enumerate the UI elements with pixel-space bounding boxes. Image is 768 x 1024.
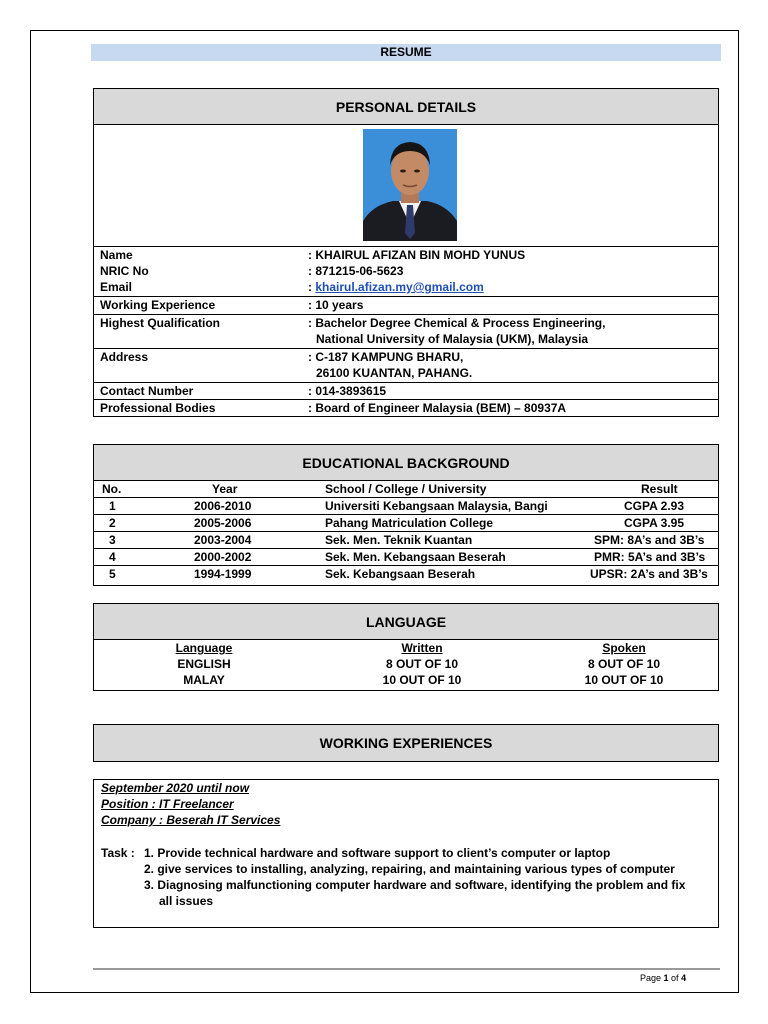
language-table bbox=[93, 640, 719, 691]
value-email bbox=[308, 280, 484, 294]
edu-cell-year: 1994-1999 bbox=[194, 567, 252, 581]
edu-header-year: Year bbox=[212, 482, 238, 496]
value-qualification: : Bachelor Degree Chemical & Process Engineering, bbox=[308, 316, 606, 330]
row-experience bbox=[94, 296, 718, 315]
row-nric bbox=[94, 264, 718, 280]
lang-header-language: Language bbox=[175, 641, 233, 655]
lang-header-written: Written bbox=[401, 641, 443, 655]
edu-cell-no: 2 bbox=[109, 516, 116, 530]
list-item: 2. give services to installing, analyzing, repairing, and maintaining various types of computer bbox=[144, 862, 675, 876]
row-name bbox=[94, 246, 718, 265]
edu-cell-year: 2003-2004 bbox=[194, 533, 252, 547]
edu-header-school: School / College / University bbox=[325, 482, 487, 496]
value-name: : KHAIRUL AFIZAN BIN MOHD YUNUS bbox=[308, 248, 526, 262]
edu-header-no: No. bbox=[102, 482, 122, 496]
edu-cell-result: PMR: 5A’s and 3B’s bbox=[594, 550, 706, 564]
edu-cell-year: 2005-2006 bbox=[194, 516, 252, 530]
list-item: 3. Diagnosing malfunctioning computer hardware and software, identifying the problem and fix bbox=[144, 878, 686, 892]
edu-cell-school: Universiti Kebangsaan Malaysia, Bangi bbox=[325, 499, 548, 513]
page-prefix: Page bbox=[640, 973, 664, 983]
email-link[interactable]: khairul.afizan.my@gmail.com bbox=[315, 280, 484, 294]
lang-header-spoken: Spoken bbox=[602, 641, 646, 655]
footer-divider bbox=[93, 968, 720, 970]
label-name: Name bbox=[100, 248, 133, 262]
value-experience: : 10 years bbox=[308, 298, 364, 312]
education-table bbox=[93, 481, 719, 586]
table-row bbox=[94, 565, 718, 583]
label-qualification: Highest Qualification bbox=[100, 316, 221, 330]
page-number bbox=[640, 973, 686, 983]
label-nric: NRIC No bbox=[100, 264, 149, 278]
table-row bbox=[94, 497, 718, 515]
work-company: Company : Beserah IT Services bbox=[101, 813, 281, 827]
row-professional bbox=[94, 399, 718, 417]
lang-cell-language: ENGLISH bbox=[177, 657, 231, 671]
lang-cell-spoken: 8 OUT OF 10 bbox=[587, 657, 661, 671]
value-contact: : 014-3893615 bbox=[308, 384, 387, 398]
page-mid: of bbox=[668, 973, 682, 983]
page-total: 4 bbox=[681, 973, 687, 983]
label-experience: Working Experience bbox=[100, 298, 216, 312]
work-box bbox=[93, 779, 719, 928]
edu-cell-no: 5 bbox=[109, 567, 116, 581]
label-professional: Professional Bodies bbox=[100, 401, 216, 415]
edu-cell-no: 3 bbox=[109, 533, 116, 547]
value-professional: : Board of Engineer Malaysia (BEM) – 80937A bbox=[308, 401, 567, 415]
education-heading: EDUCATIONAL BACKGROUND bbox=[93, 444, 719, 481]
edu-cell-year: 2000-2002 bbox=[194, 550, 252, 564]
edu-cell-result: CGPA 3.95 bbox=[624, 516, 685, 530]
label-address: Address bbox=[100, 350, 149, 364]
lang-cell-language: MALAY bbox=[183, 673, 225, 687]
table-row bbox=[94, 656, 718, 672]
value-address: : C-187 KAMPUNG BHARU, bbox=[308, 350, 464, 364]
label-email: Email bbox=[100, 280, 133, 294]
row-email bbox=[94, 280, 718, 296]
edu-header-result: Result bbox=[641, 482, 678, 496]
edu-cell-result: UPSR: 2A’s and 3B’s bbox=[590, 567, 708, 581]
edu-cell-school: Sek. Men. Teknik Kuantan bbox=[325, 533, 473, 547]
lang-cell-spoken: 10 OUT OF 10 bbox=[584, 673, 664, 687]
list-item-continuation: all issues bbox=[159, 894, 214, 908]
edu-cell-school: Sek. Kebangsaan Beserah bbox=[325, 567, 476, 581]
row-qualification bbox=[94, 314, 718, 349]
personal-details-heading: PERSONAL DETAILS bbox=[93, 88, 719, 125]
row-address bbox=[94, 348, 718, 383]
language-header-row bbox=[94, 640, 718, 656]
lang-cell-written: 8 OUT OF 10 bbox=[385, 657, 459, 671]
table-row bbox=[94, 548, 718, 566]
language-heading: LANGUAGE bbox=[93, 603, 719, 640]
work-period: September 2020 until now bbox=[101, 781, 250, 795]
edu-cell-no: 1 bbox=[109, 499, 116, 513]
label-contact: Contact Number bbox=[100, 384, 194, 398]
work-position: Position : IT Freelancer bbox=[101, 797, 234, 811]
row-contact bbox=[94, 382, 718, 400]
lang-cell-written: 10 OUT OF 10 bbox=[382, 673, 462, 687]
table-row bbox=[94, 531, 718, 549]
work-heading: WORKING EXPERIENCES bbox=[93, 724, 719, 762]
table-row bbox=[94, 672, 718, 688]
person-portrait-icon bbox=[363, 129, 457, 241]
edu-cell-school: Sek. Men. Kebangsaan Beserah bbox=[325, 550, 506, 564]
edu-cell-school: Pahang Matriculation College bbox=[325, 516, 494, 530]
profile-photo bbox=[363, 129, 457, 241]
value-qualification-line2: National University of Malaysia (UKM), Malaysia bbox=[316, 332, 589, 346]
table-row bbox=[94, 514, 718, 532]
email-prefix: : bbox=[308, 280, 316, 294]
resume-title: RESUME bbox=[91, 44, 721, 61]
edu-cell-year: 2006-2010 bbox=[194, 499, 252, 513]
value-nric: : 871215-06-5623 bbox=[308, 264, 404, 278]
education-header-row bbox=[94, 481, 718, 498]
list-item: 1. Provide technical hardware and software support to client’s computer or laptop bbox=[144, 846, 611, 860]
task-label: Task : bbox=[101, 846, 135, 860]
edu-cell-result: CGPA 2.93 bbox=[624, 499, 685, 513]
page-current: 1 bbox=[663, 973, 669, 983]
edu-cell-result: SPM: 8A’s and 3B’s bbox=[594, 533, 705, 547]
value-address-line2: 26100 KUANTAN, PAHANG. bbox=[316, 366, 473, 380]
edu-cell-no: 4 bbox=[109, 550, 116, 564]
